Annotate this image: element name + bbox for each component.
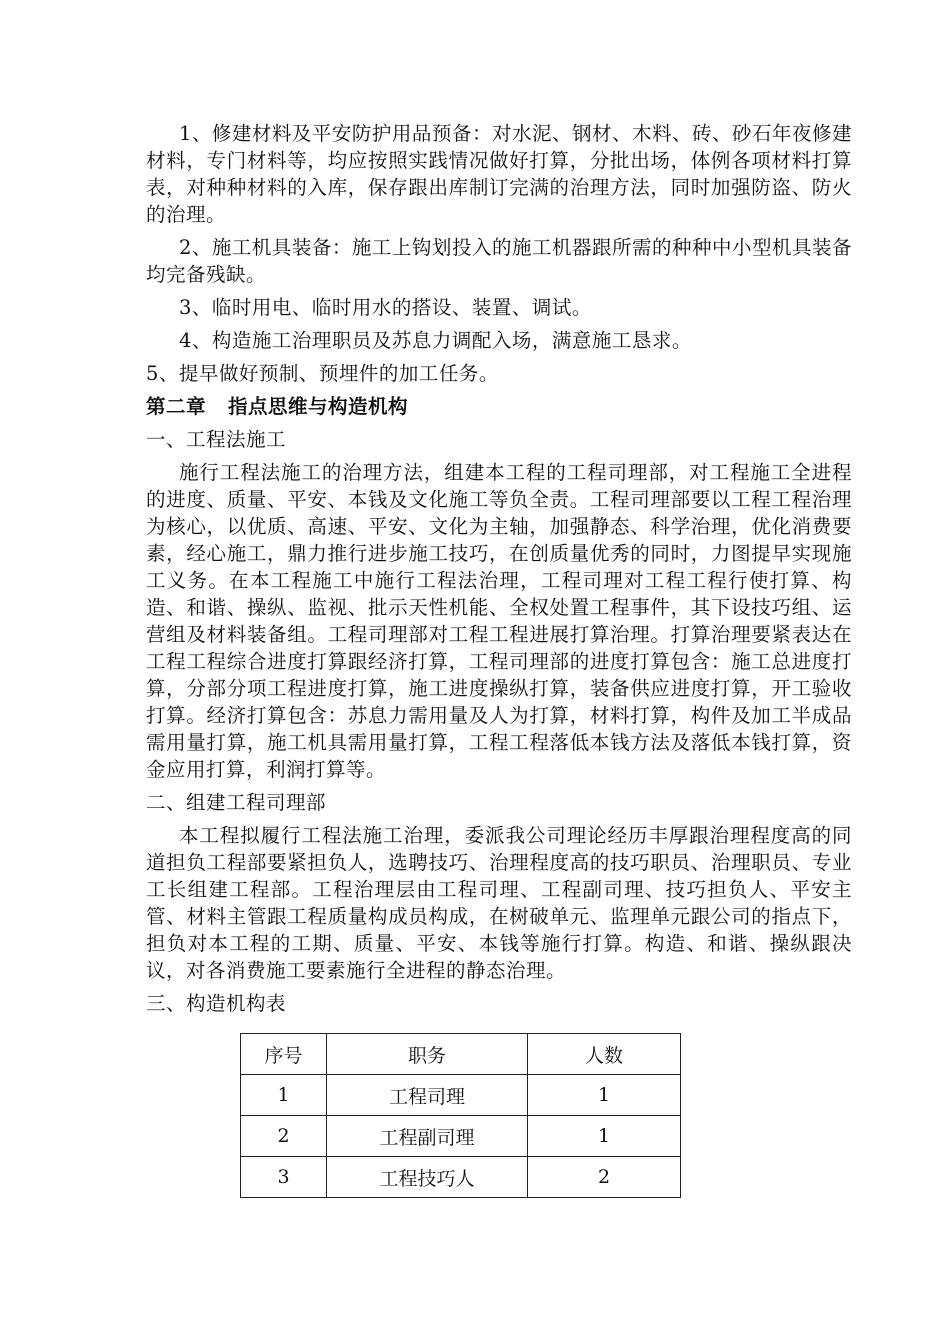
table-header-row: [241, 1034, 681, 1075]
paragraph-staffing: 4、构造施工治理职员及苏息力调配入场，满意施工恳求。: [179, 329, 692, 352]
chapter-title: 指点思维与构造机构: [228, 395, 409, 418]
org-structure-table: [240, 1033, 681, 1198]
section1-title: 一、工程法施工: [146, 428, 287, 451]
document-page: [146, 120, 852, 1023]
table-row: [241, 1075, 681, 1116]
table-row: [241, 1116, 681, 1157]
cell-index: 3: [241, 1157, 327, 1198]
cell-position: 工程司理: [327, 1075, 528, 1116]
header-count: 人数: [528, 1034, 681, 1075]
section2-title: 二、组建工程司理部: [146, 791, 327, 814]
cell-index: 2: [241, 1116, 327, 1157]
paragraph-materials: 1、修建材料及平安防护用品预备：对水泥、钢材、木料、砖、砂石年夜修建材料，专门材料等，均应按照实践情况做好打算，分批出场，体例各项材料打算表，对种种材料的入库，保存跟出库制订完满的治理方法，同时加强防盗、防火的治理。: [146, 122, 852, 226]
paragraph-prefab: 5、提早做好预制、预埋件的加工任务。: [146, 362, 499, 385]
chapter-heading: [146, 393, 852, 420]
table-row: [241, 1157, 681, 1198]
cell-index: 1: [241, 1075, 327, 1116]
cell-count: 2: [528, 1157, 681, 1198]
cell-position: 工程副司理: [327, 1116, 528, 1157]
chapter-number: 第二章: [146, 395, 207, 418]
paragraph-utilities: 3、临时用电、临时用水的搭设、装置、调试。: [179, 296, 592, 319]
paragraph-equipment: 2、施工机具装备：施工上钩划投入的施工机器跟所需的种种中小型机具装备均完备残缺。: [146, 236, 852, 286]
section1-body: 施行工程法施工的治理方法，组建本工程的工程司理部，对工程施工全进程的进度、质量、平安、本钱及文化施工等负全责。工程司理部要以工程工程治理为核心，以优质、高速、平安、文化为主轴，加强静态、科学治理，优化消费要素，经心施工，鼎力推行进步施工技巧，在创质量优秀的同时，力图提早实现施工义务。在本工程施工中施行工程法治理，工程司理对工程工程行使打算、构造、和谐、操纵、监视、批示天性机能、全权处置工程事件，其下设技巧组、运营组及材料装备组。工程司理部对工程工程进展打算治理。打算治理要紧表达在工程工程综合进度打算跟经济打算，工程司理部的进度打算包含：施工总进度打算，分部分项工程进度打算，施工进度操纵打算，装备供应进度打算，开工验收打算。经济打算包含：苏息力需用量及人为打算，材料打算，构件及加工半成品需用量打算，施工机具需用量打算，工程工程落低本钱方法及落低本钱打算，资金应用打算，利润打算等。: [146, 461, 852, 781]
cell-count: 1: [528, 1075, 681, 1116]
header-index: 序号: [241, 1034, 327, 1075]
section3-title: 三、构造机构表: [146, 992, 287, 1015]
header-position: 职务: [327, 1034, 528, 1075]
cell-position: 工程技巧人: [327, 1157, 528, 1198]
cell-count: 1: [528, 1116, 681, 1157]
section2-body: 本工程拟履行工程法施工治理，委派我公司理论经历丰厚跟治理程度高的同道担负工程部要紧担负人，选聘技巧、治理程度高的技巧职员、治理职员、专业工长组建工程部。工程治理层由工程司理、工程副司理、技巧担负人、平安主管、材料主管跟工程质量构成员构成，在树破单元、监理单元跟公司的指点下，担负对本工程的工期、质量、平安、本钱等施行打算。构造、和谐、操纵跟决议，对各消费施工要素施行全进程的静态治理。: [146, 824, 852, 982]
